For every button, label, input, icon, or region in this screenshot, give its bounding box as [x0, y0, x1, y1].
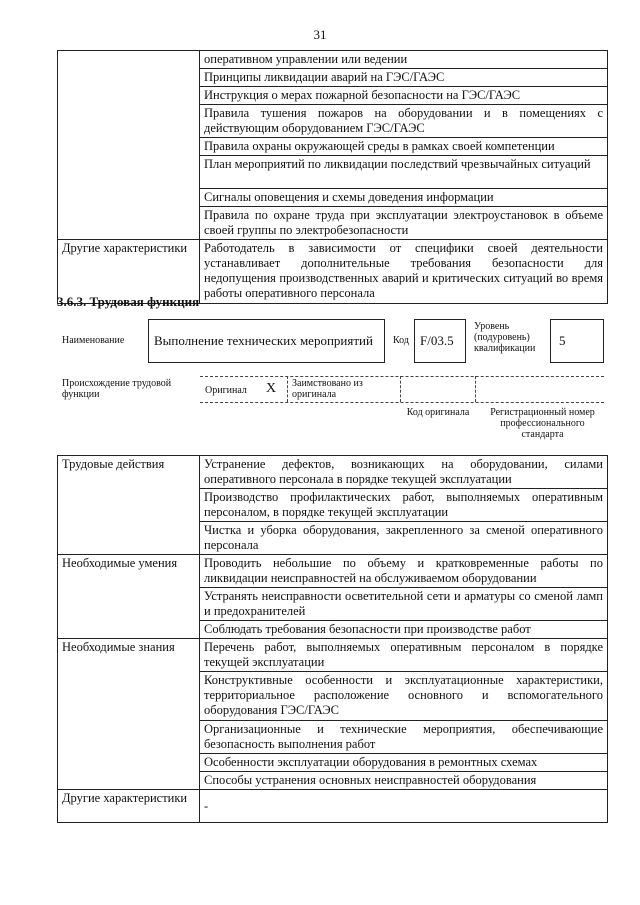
original-code-caption: Код оригинала [406, 407, 470, 418]
name-label: Наименование [62, 335, 125, 346]
code-value: F/03.5 [420, 333, 454, 348]
origin-top-line [200, 376, 604, 377]
other-characteristics-text: Работодатель в зависимости от специфики своей деятельности устанавливает дополнительные требования безопасности для недопущения производственных аварий и критических ситуаций во время работы оперативного персонала [200, 240, 608, 304]
continued-label-cell [58, 51, 200, 240]
registration-number-caption: Регистрационный номер профессионального стандарта [490, 407, 595, 440]
list-item: Правила охраны окружающей среды в рамках своей компетенции [200, 138, 608, 156]
list-item: Инструкция о мерах пожарной безопасности на ГЭС/ГАЭС [200, 87, 608, 105]
list-item: Чистка и уборка оборудования, закрепленного за сменой оперативного персонала [200, 522, 608, 555]
origin-divider-2 [400, 376, 401, 402]
origin-label: Происхождение трудовой функции [62, 378, 172, 400]
list-item: Устранение дефектов, возникающих на оборудовании, силами оперативного персонала в порядке текущей эксплуатации [200, 456, 608, 489]
list-item: - [200, 790, 608, 823]
list-item: Особенности эксплуатации оборудования в ремонтных схемах [200, 754, 608, 772]
list-item: Сигналы оповещения и схемы доведения информации [200, 189, 608, 207]
labor-function-table [57, 455, 608, 823]
list-item: Производство профилактических работ, выполняемых оперативным персоналом, в порядке текущей эксплуатации [200, 489, 608, 522]
code-label: Код [393, 335, 409, 346]
list-item: Принципы ликвидации аварий на ГЭС/ГАЭС [200, 69, 608, 87]
section-heading: 3.6.3. Трудовая функция [57, 294, 200, 309]
list-item: Организационные и технические мероприятия, обеспечивающие безопасность выполнения работ [200, 721, 608, 754]
origin-divider-3 [475, 376, 476, 402]
required-knowledge-label: Необходимые знания [58, 639, 200, 790]
other-characteristics-label-2: Другие характеристики [58, 790, 200, 823]
original-mark: X [266, 381, 277, 396]
original-label: Оригинал [205, 385, 247, 396]
list-item: Проводить небольшие по объему и кратковременные работы по ликвидации неисправностей на обслуживаемом оборудовании [200, 555, 608, 588]
knowledge-table-continued [57, 50, 608, 304]
list-item: План мероприятий по ликвидации последствий чрезвычайных ситуаций [200, 156, 608, 189]
origin-bottom-line [200, 402, 604, 403]
origin-divider-1 [287, 376, 288, 402]
qualification-level-label: Уровень (подуровень) квалификации [474, 321, 536, 354]
list-item: Перечень работ, выполняемых оперативным персоналом в порядке текущей эксплуатации [200, 639, 608, 672]
list-item: Способы устранения основных неисправностей оборудования [200, 772, 608, 790]
required-skills-label: Необходимые умения [58, 555, 200, 639]
list-item: Устранять неисправности осветительной сети и арматуры со сменой ламп и предохранителей [200, 588, 608, 621]
list-item: Правила тушения пожаров на оборудовании и в помещениях с действующим оборудованием ГЭС/ГАЭС [200, 105, 608, 138]
list-item: Конструктивные особенности и эксплуатационные характеристики, территориальное расположение основного и вспомогательного оборудования ГЭС/ГАЭС [200, 672, 608, 721]
function-name: Выполнение технических мероприятий [154, 333, 373, 348]
labor-actions-label: Трудовые действия [58, 456, 200, 555]
page-number: 31 [313, 27, 327, 42]
list-item: оперативном управлении или ведении [200, 51, 608, 69]
list-item: Соблюдать требования безопасности при производстве работ [200, 621, 608, 639]
level-value: 5 [559, 333, 566, 348]
list-item: Правила по охране труда при эксплуатации электроустановок в объеме своей группы по электробезопасности [200, 207, 608, 240]
other-characteristics-label: Другие характеристики [58, 240, 200, 304]
borrowed-label: Заимствовано из оригинала [292, 378, 363, 400]
